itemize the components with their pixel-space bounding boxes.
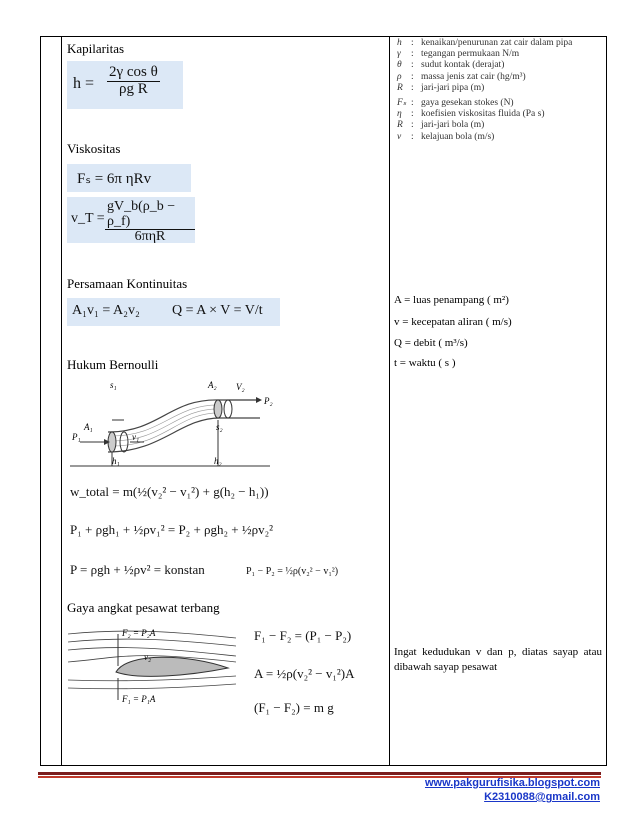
formula-bernoulli-1: P₁ + ρgh₁ + ½ρv₁² = P₂ + ρgh₂ + ½ρv₂² [70, 522, 274, 537]
legend-symbol: v [397, 131, 402, 142]
legend-symbol: ρ [397, 71, 402, 82]
label-s1: s₁ [110, 380, 117, 390]
p2-arrowhead [256, 397, 262, 403]
pipe-section-2b [224, 400, 232, 418]
legend-symbol: R [397, 120, 403, 131]
stokes-text: Fₛ = 6π ηRv [77, 171, 152, 187]
kontinuitas-eq1: A₁v₁ = A₂v₂ [72, 303, 140, 318]
formula-wtotal: w_total = m(½(v₂² − v₁²) + g(h₂ − h₁)) [70, 484, 269, 499]
legend-row [397, 98, 572, 109]
formula-lift-2: A = ½ρ(v₂² − v₁²)A [254, 666, 355, 681]
heading-gaya-angkat: Gaya angkat pesawat terbang [67, 600, 220, 615]
legend-description: koefisien viskositas fluida (Pa s) [421, 109, 545, 120]
label-h2: h₂ [214, 456, 222, 466]
label-v1: v₁ [132, 432, 140, 442]
formula-bernoulli-2: P = ρgh + ½ρv² = konstan [70, 562, 205, 577]
label-wing-v2: v₂ [144, 652, 152, 662]
footer-email-link[interactable]: K2310088@gmail.com [484, 791, 600, 803]
kontinuitas-eq2: Q = A × V = V/t [172, 303, 263, 318]
pipe-section-1b [120, 432, 128, 452]
legend-colon: : [411, 109, 414, 120]
label-s2: s₂ [216, 422, 223, 432]
label-p2: P₂ [264, 396, 273, 406]
formula-bernoulli-3: P₁ − P₂ = ½ρ(v₂² − v₁²) [246, 566, 339, 577]
vt-lhs: v_T = [71, 211, 105, 226]
note-kecepatan: v = kecepatan aliran ( m/s) [394, 316, 512, 328]
kapilaritas-lhs: h = [73, 75, 95, 92]
legend-description: sudut kontak (derajat) [421, 60, 505, 71]
legend-row [397, 109, 572, 120]
legend-colon: : [411, 49, 414, 60]
pipe-body [108, 400, 260, 452]
legend-colon: : [411, 71, 414, 82]
formula-lift-1: F₁ − F₂ = (P₁ − P₂) [254, 628, 352, 643]
legend-colon: : [411, 38, 414, 48]
formula-kontinuitas [67, 298, 280, 326]
legend-row [397, 49, 572, 60]
legend-colon: : [411, 120, 414, 131]
kapilaritas-denominator: ρg R [119, 80, 148, 97]
legend-description: massa jenis zat cair (hg/m³) [421, 71, 526, 82]
formula-kapilaritas [67, 61, 183, 109]
formula-terminal-velocity [67, 197, 195, 243]
legend-row [397, 120, 572, 131]
table-divider-middle [389, 37, 390, 765]
legend-row [397, 132, 572, 143]
legend-description: jari-jari pipa (m) [421, 82, 485, 93]
legend-description: kenaikan/penurunan zat cair dalam pipa [421, 38, 573, 48]
label-h1: h₁ [112, 456, 120, 466]
vt-numerator: gV_b(ρ_b − ρ_f) [105, 200, 195, 230]
legend-row [397, 72, 572, 83]
label-v2: V₂ [236, 382, 245, 392]
heading-viskositas: Viskositas [67, 141, 121, 156]
legend-description: tegangan permukaan N/m [421, 49, 520, 60]
airfoil-diagram [68, 624, 238, 708]
wing-shape [116, 657, 228, 676]
vt-denominator: 6πηR [134, 229, 166, 245]
footer [425, 776, 600, 804]
heading-bernoulli: Hukum Bernoulli [67, 357, 159, 372]
legend-row [397, 83, 572, 94]
label-a2: A₂ [208, 380, 217, 390]
legend-colon: : [411, 98, 414, 109]
note-luas: A = luas penampang ( m²) [394, 294, 509, 306]
note-waktu: t = waktu ( s ) [394, 357, 456, 369]
legend-symbol: h [397, 38, 402, 48]
note-lift: Ingat kedudukan v dan p, diatas sayap atau dibawah sayap pesawat [394, 646, 602, 673]
heading-kapilaritas: Kapilaritas [67, 41, 125, 56]
heading-kontinuitas: Persamaan Kontinuitas [67, 276, 188, 291]
label-p1: P₁ [72, 432, 81, 442]
legend-colon: : [411, 82, 414, 93]
kapilaritas-numerator: 2γ cos θ [109, 64, 158, 80]
legend-description: jari-jari bola (m) [421, 120, 485, 131]
vt-fraction [105, 200, 195, 245]
legend-row [397, 38, 572, 49]
legend-symbol: θ [397, 60, 402, 71]
formula-stokes [67, 164, 191, 192]
legend-colon: : [411, 131, 414, 142]
legend-symbol: γ [397, 49, 401, 60]
footer-rule-dark [38, 772, 601, 775]
bernoulli-pipe-diagram [70, 378, 280, 470]
table-divider-left [61, 37, 62, 765]
legend-symbol: η [397, 109, 402, 120]
legend-colon: : [411, 60, 414, 71]
legend-row [397, 60, 572, 71]
legend-description: gaya gesekan stokes (N) [421, 98, 514, 109]
legend-symbol: R [397, 82, 403, 93]
label-f1: F₁ = P₁A [122, 694, 156, 704]
symbol-legend [397, 38, 572, 143]
legend-description: kelajuan bola (m/s) [421, 131, 495, 142]
legend-symbol: Fₛ [397, 98, 407, 109]
footer-blog-link[interactable]: www.pakgurufisika.blogspot.com [424, 777, 600, 789]
note-debit: Q = debit ( m³/s) [394, 337, 468, 349]
label-f2: F₂ = P₂A [122, 628, 156, 638]
label-a1: A₁ [84, 422, 93, 432]
kapilaritas-fraction [107, 65, 160, 98]
formula-lift-3: (F₁ − F₂) = m g [254, 700, 334, 715]
pipe-section-2 [214, 400, 222, 418]
